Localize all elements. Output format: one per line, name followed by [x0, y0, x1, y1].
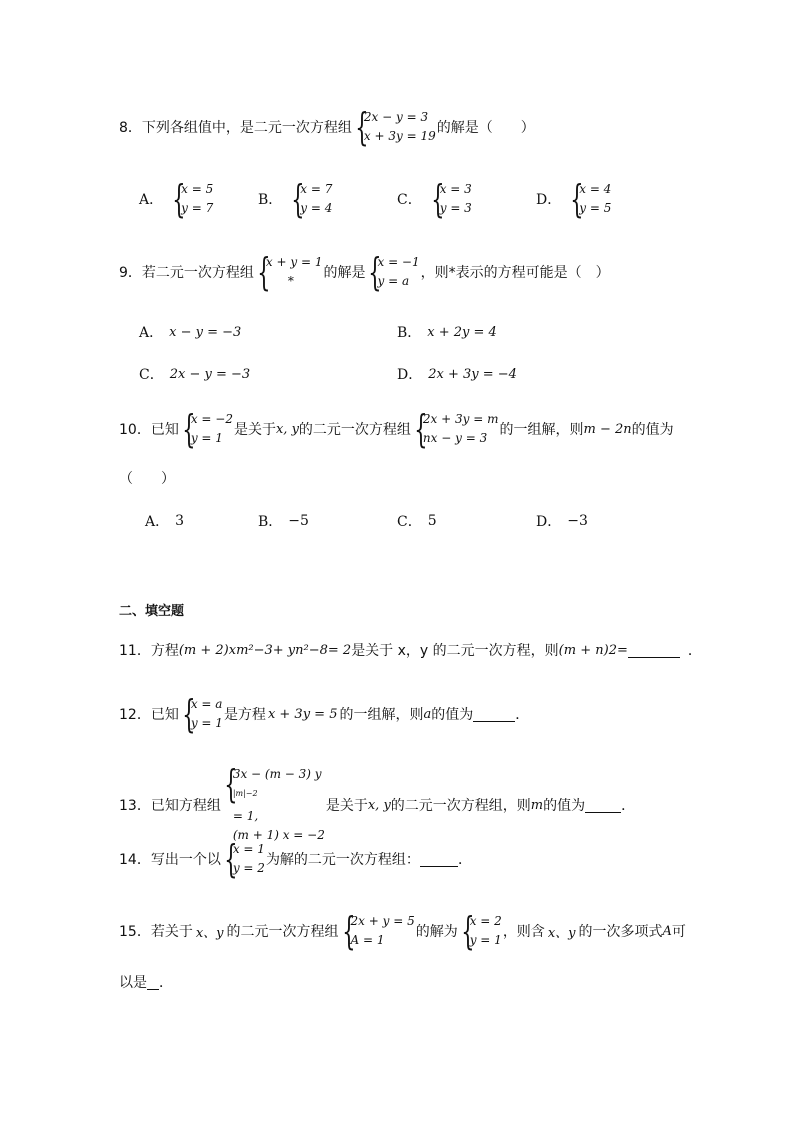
question-text: 是方程 — [223, 707, 266, 723]
equation: x + y = 1 — [265, 255, 323, 269]
option-equation: 2x − y = −3 — [169, 366, 251, 382]
question-text: 以是 — [119, 975, 147, 991]
option-a[interactable] — [145, 511, 184, 531]
solution-x: x = 1 — [232, 842, 265, 856]
question-number: 8． — [119, 120, 142, 136]
question-text: 的解是（ ） — [436, 120, 535, 136]
variables: x, y — [367, 797, 391, 813]
exponent: m²−3 — [236, 642, 273, 658]
question-text: 已知 — [150, 422, 179, 438]
solution-system: { x = −1 y = a — [368, 250, 420, 294]
question-text: 是关于 — [233, 422, 276, 438]
equation: x + 3y = 19 — [363, 129, 436, 143]
question-10 — [119, 407, 674, 451]
option-a[interactable]: A． { x = 5 y = 7 — [139, 177, 214, 221]
brace: { — [355, 105, 369, 149]
expression: = — [616, 642, 628, 658]
option-d[interactable] — [397, 364, 517, 384]
question-text: 的值为 — [431, 707, 474, 723]
question-text: 的二元一次方程组 — [298, 422, 411, 438]
punctuation: ． — [687, 643, 702, 659]
variables: x、y — [547, 925, 576, 941]
variable: a — [423, 706, 432, 722]
solution-y: y = 5 — [579, 201, 612, 215]
option-c[interactable]: C． { x = 3 y = 3 — [397, 177, 472, 221]
option-c[interactable] — [139, 364, 250, 384]
question-text: 若关于 — [150, 924, 193, 940]
answer-blank[interactable] — [473, 707, 515, 722]
variables: x, y — [275, 421, 299, 437]
question-text: 的值为 — [543, 798, 586, 814]
question-text: 的解是 — [323, 265, 366, 281]
option-label: B． — [258, 514, 283, 530]
expression: + y — [272, 642, 296, 658]
question-text: 是关于 x，y 的二元一次方程，则 — [351, 643, 559, 659]
equation-system: { 3x − (m − 3) y $^{|m|-2}$ = 1, (m + 1) x = −2 — [222, 765, 325, 845]
answer-blank[interactable] — [420, 852, 458, 867]
punctuation: ． — [621, 798, 636, 814]
option-label: D． — [397, 367, 423, 383]
question-number: 15． — [119, 924, 151, 940]
question-text: 为解的二元一次方程组： — [265, 852, 420, 868]
question-number: 10． — [119, 422, 151, 438]
solution-x: x = −1 — [377, 255, 420, 269]
question-text: 的值为 — [631, 422, 674, 438]
solution-x: x = a — [190, 697, 223, 711]
variables: x、y — [195, 925, 224, 941]
question-12 — [119, 692, 530, 736]
solution-y: y = 1 — [190, 431, 223, 445]
question-number: 11． — [119, 643, 151, 659]
question-number: 12． — [119, 707, 151, 723]
option-label: D． — [536, 514, 562, 530]
question-number: 13． — [119, 798, 151, 814]
question-text: 可 — [671, 924, 686, 940]
equation: nx − y = 3 — [422, 431, 488, 445]
equation-system — [353, 105, 436, 149]
option-value: −3 — [567, 513, 588, 529]
question-text: 已知方程组 — [150, 798, 221, 814]
option-b[interactable] — [258, 511, 309, 531]
equation-system: { 2x + y = 5 A = 1 — [341, 909, 415, 953]
option-value: 5 — [427, 513, 437, 529]
equation: 3x − (m − 3) y $^{|m|-2}$ = 1, — [232, 767, 322, 823]
punctuation: ． — [159, 975, 173, 991]
question-text: 的一次多项式 — [578, 924, 663, 940]
option-b[interactable] — [397, 322, 497, 342]
equation: 2x + 3y = m — [422, 412, 499, 426]
solution-system: { x = 2 y = 1 — [460, 909, 502, 953]
solution-y: y = 1 — [469, 933, 502, 947]
solution-x: x = 2 — [469, 914, 502, 928]
question-text: 的解为 — [415, 924, 458, 940]
option-equation: x − y = −3 — [169, 324, 242, 340]
solution-system: { x = −2 y = 1 — [182, 407, 233, 451]
solution-system: { x = 1 y = 2 — [224, 837, 265, 881]
expression: m − 2n — [583, 421, 632, 437]
solution-y: y = 1 — [190, 716, 223, 730]
question-number: 9． — [119, 265, 142, 281]
option-equation: 2x + 3y = −4 — [428, 366, 517, 382]
option-label: C． — [397, 514, 422, 530]
expression: (m + n) — [558, 642, 609, 658]
variable: A — [662, 923, 672, 939]
answer-blank[interactable] — [147, 975, 159, 990]
option-a[interactable] — [139, 322, 241, 342]
question-number: 14． — [119, 852, 151, 868]
option-label: B． — [258, 192, 283, 208]
question-text: 下列各组值中，是二元一次方程组 — [141, 120, 352, 136]
section-title: 二、填空题 — [119, 604, 185, 619]
option-equation: x + 2y = 4 — [427, 324, 497, 340]
option-label: C． — [139, 367, 164, 383]
option-value: 3 — [175, 513, 185, 529]
option-d[interactable]: D． { x = 4 y = 5 — [536, 177, 612, 221]
solution-x: x = 3 — [439, 182, 472, 196]
answer-blank[interactable] — [628, 643, 680, 658]
equation-system: { x + y = 1 * — [257, 250, 323, 294]
question-9 — [119, 250, 610, 294]
question-text: ，则*表示的方程可能是（ ） — [420, 265, 610, 281]
question-text: 写出一个以 — [150, 852, 221, 868]
solution-y: y = 7 — [181, 201, 214, 215]
question-text: 若二元一次方程组 — [141, 265, 254, 281]
equation: A = 1 — [350, 933, 385, 947]
solution-x: x = −2 — [190, 412, 233, 426]
equation: 2x + y = 5 — [350, 914, 415, 928]
solution-y: y = 2 — [232, 861, 265, 875]
option-b[interactable]: B． { x = 7 y = 4 — [258, 177, 333, 221]
question-13 — [119, 762, 636, 845]
question-11 — [119, 640, 702, 660]
equation: 2x − y = 3 — [363, 110, 429, 124]
option-d[interactable] — [536, 511, 588, 531]
solution-x: x = 5 — [181, 182, 214, 196]
option-label: A． — [145, 514, 170, 530]
solution-y: y = a — [377, 274, 410, 288]
option-label: A． — [139, 325, 164, 341]
question-text: 已知 — [150, 707, 179, 723]
equation-system: { 2x + 3y = m nx − y = 3 — [414, 407, 499, 451]
expression: (m + 2)x — [178, 642, 237, 658]
equation: (m + 1) x = −2 — [232, 828, 325, 842]
question-text: 的二元一次方程组 — [226, 924, 339, 940]
exponent: 2 — [608, 642, 617, 658]
option-label: C． — [397, 192, 422, 208]
question-10-paren — [119, 468, 175, 488]
question-text: 是关于 — [325, 798, 368, 814]
question-text: 的一组解，则 — [339, 707, 424, 723]
question-8 — [119, 105, 535, 149]
option-label: D． — [536, 192, 562, 208]
question-text: ，则含 — [502, 924, 545, 940]
punctuation: ． — [457, 852, 472, 868]
question-15-line2 — [119, 972, 173, 992]
option-label: A． — [139, 192, 164, 208]
question-text: 的二元一次方程组，则 — [390, 798, 531, 814]
question-15 — [119, 909, 686, 953]
solution-y: y = 3 — [439, 201, 472, 215]
solution-y: y = 4 — [300, 201, 333, 215]
answer-paren: （ ） — [119, 471, 175, 487]
solution-x: x = 4 — [579, 182, 612, 196]
question-text: 方程 — [150, 643, 179, 659]
exponent: n²−8 — [295, 642, 328, 658]
expression: = 2 — [327, 642, 352, 658]
variable: m — [530, 797, 544, 813]
equation-placeholder: * — [287, 274, 294, 288]
answer-blank[interactable] — [585, 798, 621, 813]
equation: x + 3y = 5 — [267, 706, 338, 722]
solution-system: { x = a y = 1 — [182, 692, 223, 736]
option-value: −5 — [288, 513, 309, 529]
punctuation: ． — [515, 707, 530, 723]
option-c[interactable] — [397, 511, 437, 531]
solution-x: x = 7 — [300, 182, 333, 196]
question-14 — [119, 837, 472, 881]
question-text: 的一组解，则 — [499, 422, 584, 438]
option-label: B． — [397, 325, 422, 341]
